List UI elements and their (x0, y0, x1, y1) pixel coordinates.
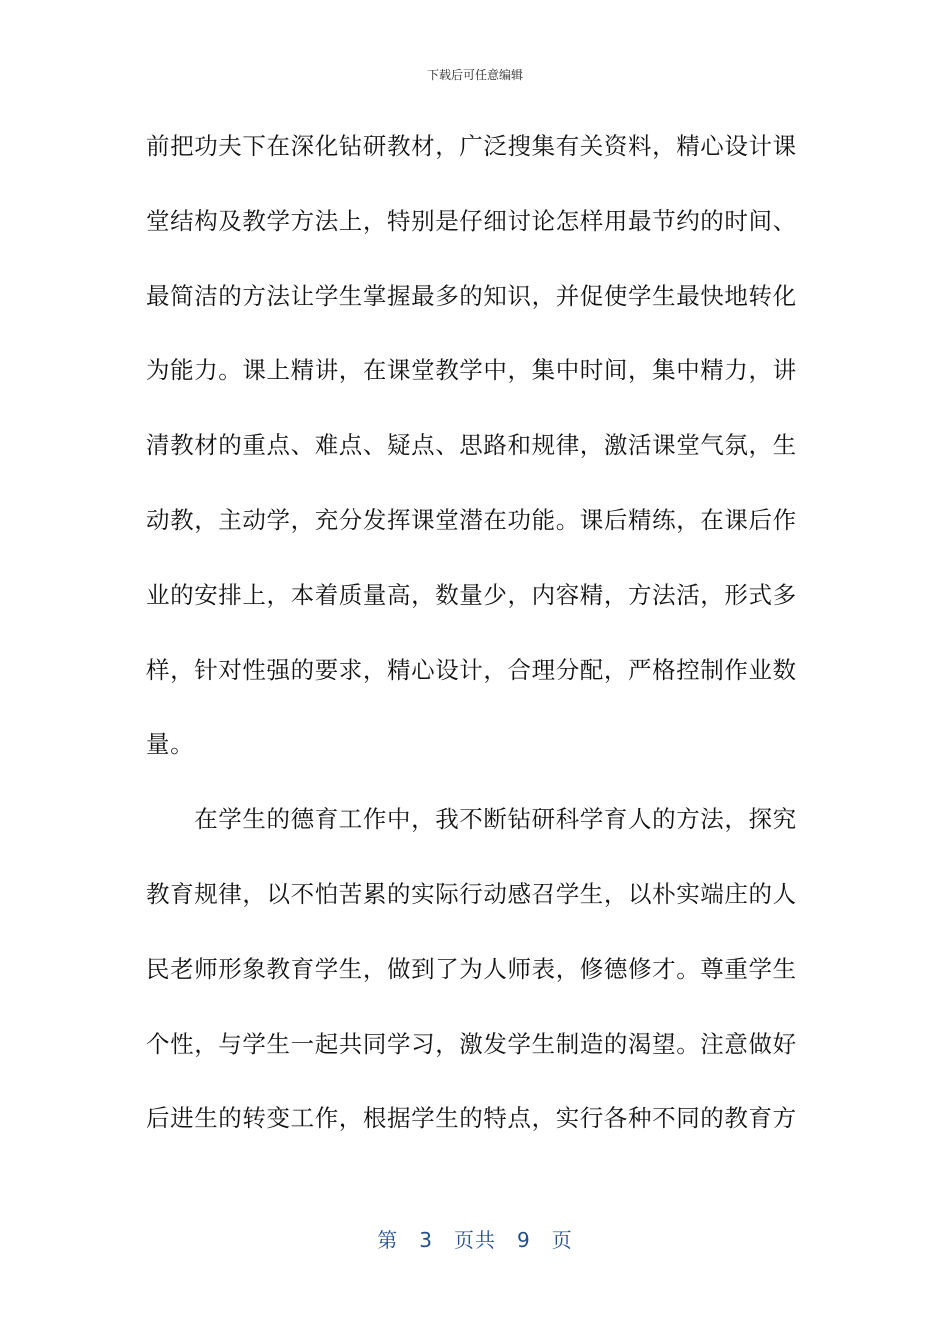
text-line: 个性，与学生一起共同学习，激发学生制造的渴望。注意做好 (146, 1029, 797, 1058)
text-line: 最简洁的方法让学生掌握最多的知识，并促使学生最快地转化 (146, 281, 797, 310)
page-number: 第 3 页共 9 页 (377, 1228, 573, 1252)
text-line: 清教材的重点、难点、疑点、思路和规律，激活课堂气氛，生 (146, 431, 797, 460)
text-line: 为能力。课上精讲，在课堂教学中，集中时间，集中精力，讲 (146, 356, 797, 385)
text-line: 动教，主动学，充分发挥课堂潜在功能。课后精练，在课后作 (146, 505, 797, 534)
text-line: 民老师形象教育学生，做到了为人师表，修德修才。尊重学生 (146, 954, 797, 983)
text-line: 量。 (146, 730, 195, 759)
text-line: 业的安排上，本着质量高，数量少，内容精，方法活，形式多 (146, 580, 797, 609)
text-line: 在学生的德育工作中，我不断钻研科学育人的方法，探究 (146, 805, 797, 834)
text-line: 教育规律，以不怕苦累的实际行动感召学生，以朴实端庄的人 (146, 879, 797, 908)
text-line: 样，针对性强的要求，精心设计，合理分配，严格控制作业数 (146, 655, 797, 684)
page-footer (0, 1224, 950, 1253)
document-body (146, 122, 797, 1169)
text-line: 前把功夫下在深化钻研教材，广泛搜集有关资料，精心设计课 (146, 132, 797, 160)
page-header: 下载后可任意编辑 (426, 68, 523, 82)
text-line: 后进生的转变工作，根据学生的特点，实行各种不同的教育方 (146, 1104, 797, 1133)
text-line: 堂结构及教学方法上，特别是仔细讨论怎样用最节约的时间、 (146, 206, 797, 235)
